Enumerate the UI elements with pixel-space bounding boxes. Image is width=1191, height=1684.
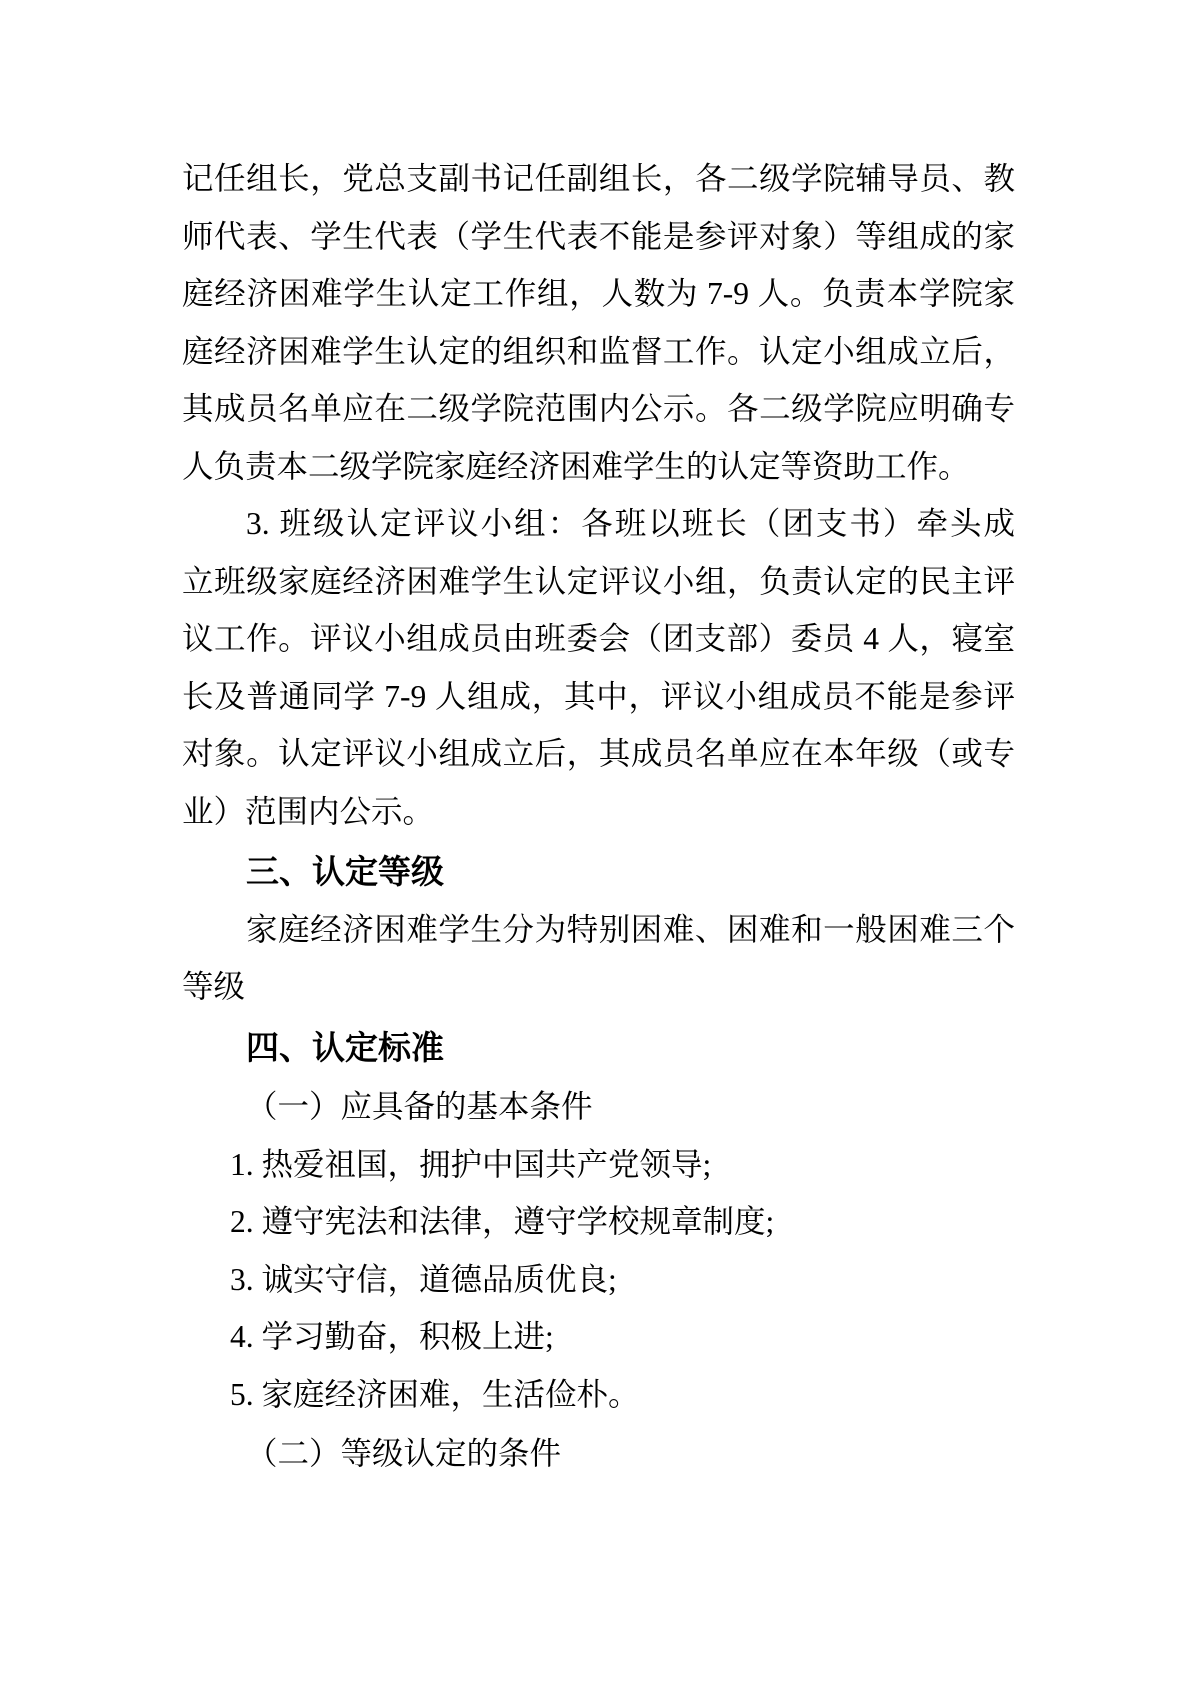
document-content xyxy=(182,150,1015,1483)
list-item: 5. 家庭经济困难，生活俭朴。 xyxy=(230,1376,640,1412)
list-item: 3. 诚实守信，道德品质优良; xyxy=(230,1261,617,1297)
text-line: 长及普通同学 7-9 人组成，其中，评议小组成员不能是参评 xyxy=(182,678,1015,714)
paragraph xyxy=(182,901,1015,1016)
text-line: 其成员名单应在二级学院范围内公示。各二级学院应明确专 xyxy=(182,391,1015,426)
text-line: 对象。认定评议小组成立后，其成员名单应在本年级（或专 xyxy=(182,736,1015,771)
text-line: 庭经济困难学生认定的组织和监督工作。认定小组成立后， xyxy=(182,333,1015,369)
text-line: 业）范围内公示。 xyxy=(182,793,435,829)
text-line: 记任组长，党总支副书记任副组长，各二级学院辅导员、教 xyxy=(182,161,1015,196)
paragraph xyxy=(182,495,1015,840)
sub-heading: （二）等级认定的条件 xyxy=(246,1436,562,1471)
text-line: 家庭经济困难学生分为特别困难、困难和一般困难三个 xyxy=(246,911,1015,947)
text-line: 师代表、学生代表（学生代表不能是参评对象）等组成的家 xyxy=(182,218,1015,254)
list-item: 1. 热爱祖国，拥护中国共产党领导; xyxy=(230,1146,712,1182)
text-line: 立班级家庭经济困难学生认定评议小组，负责认定的民主评 xyxy=(182,563,1015,599)
paragraph xyxy=(182,150,1015,495)
text-line: 议工作。评议小组成员由班委会（团支部）委员 4 人，寝室 xyxy=(182,621,1015,656)
list-item: 2. 遵守宪法和法律，遵守学校规章制度; xyxy=(230,1204,775,1239)
text-line: 3. 班级认定评议小组：各班以班长（团支书）牵头成 xyxy=(246,506,1015,541)
text-line: 庭经济困难学生认定工作组，人数为 7-9 人。负责本学院家 xyxy=(182,276,1015,311)
list-item: 4. 学习勤奋，积极上进; xyxy=(230,1319,554,1354)
text-line: 人负责本二级学院家庭经济困难学生的认定等资助工作。 xyxy=(182,448,970,484)
section-heading: 四、认定标准 xyxy=(246,1028,444,1066)
sub-heading: （一）应具备的基本条件 xyxy=(246,1089,593,1124)
section-heading: 三、认定等级 xyxy=(246,853,444,890)
text-line: 等级 xyxy=(182,969,246,1004)
